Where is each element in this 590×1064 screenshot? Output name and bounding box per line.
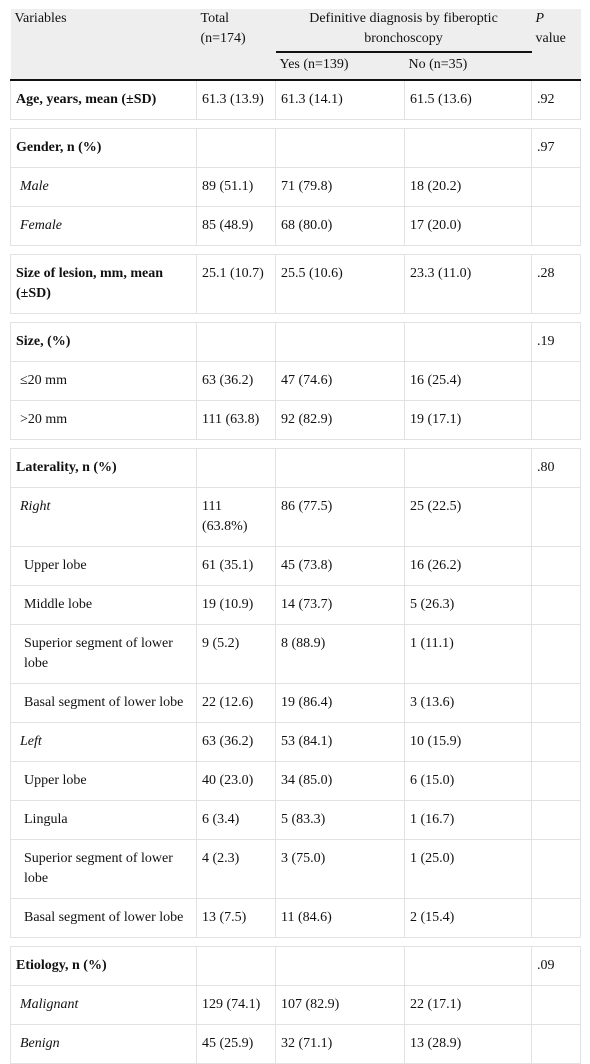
cell-yes: 71 (79.8): [276, 168, 405, 207]
characteristics-table: [10, 9, 581, 1064]
header-diagnosis-group: Definitive diagnosis by fiberoptic bronchoscopy: [276, 9, 532, 52]
row-label-cell: [11, 684, 197, 723]
cell-p: .92: [532, 80, 581, 120]
cell-p: .97: [532, 129, 581, 168]
cell-p: [532, 840, 581, 899]
header-p-value: [532, 9, 581, 80]
cell-p: [532, 684, 581, 723]
header-no: No (n=35): [405, 52, 532, 80]
cell-total: 63 (36.2): [197, 362, 276, 401]
cell-p: [532, 488, 581, 547]
cell-p: [532, 723, 581, 762]
table-row: [11, 255, 581, 314]
cell-no: 6 (15.0): [405, 762, 532, 801]
header-variables: Variables: [11, 9, 197, 80]
spacer-row: [11, 938, 581, 947]
cell-no: 25 (22.5): [405, 488, 532, 547]
cell-p: .19: [532, 323, 581, 362]
table-row: [11, 80, 581, 120]
table-container: [10, 9, 580, 1064]
row-label: Size, (%): [11, 323, 197, 362]
p-italic: P: [535, 11, 545, 26]
table-row: [11, 1025, 581, 1064]
row-label: Basal segment of lower lobe: [24, 695, 184, 710]
cell-total: 13 (7.5): [197, 899, 276, 938]
table-row: [11, 625, 581, 684]
row-label: Upper lobe: [11, 762, 197, 801]
cell-p: [532, 401, 581, 440]
cell-yes: [276, 129, 405, 168]
spacer-row: [11, 440, 581, 449]
cell-total: [197, 129, 276, 168]
cell-p: [532, 207, 581, 246]
cell-no: 17 (20.0): [405, 207, 532, 246]
header-total: Total (n=174): [197, 9, 276, 80]
row-label-cell: [11, 899, 197, 938]
cell-p: [532, 586, 581, 625]
table-row: [11, 723, 581, 762]
cell-yes: [276, 323, 405, 362]
cell-yes: 19 (86.4): [276, 684, 405, 723]
table-row: [11, 488, 581, 547]
cell-total: 45 (25.9): [197, 1025, 276, 1064]
table-row: [11, 449, 581, 488]
row-label: ≤20 mm: [11, 362, 197, 401]
cell-yes: 68 (80.0): [276, 207, 405, 246]
row-label: Size of lesion, mm, mean (±SD): [11, 255, 197, 314]
cell-p: .09: [532, 947, 581, 986]
row-label-cell: [11, 625, 197, 684]
row-label: Superior segment of lower lobe: [24, 636, 173, 671]
cell-p: [532, 1025, 581, 1064]
cell-p: .80: [532, 449, 581, 488]
cell-yes: 32 (71.1): [276, 1025, 405, 1064]
table-row: [11, 840, 581, 899]
cell-total: 40 (23.0): [197, 762, 276, 801]
cell-no: 1 (11.1): [405, 625, 532, 684]
row-label: Malignant: [11, 986, 197, 1025]
cell-yes: 3 (75.0): [276, 840, 405, 899]
cell-no: 3 (13.6): [405, 684, 532, 723]
table-row: [11, 362, 581, 401]
cell-total: 111 (63.8): [197, 401, 276, 440]
cell-total: [197, 449, 276, 488]
table-row: [11, 801, 581, 840]
row-label: >20 mm: [11, 401, 197, 440]
cell-no: [405, 323, 532, 362]
row-label: Superior segment of lower lobe: [24, 851, 173, 886]
cell-yes: [276, 449, 405, 488]
cell-yes: 53 (84.1): [276, 723, 405, 762]
cell-yes: 14 (73.7): [276, 586, 405, 625]
cell-total: [197, 323, 276, 362]
cell-p: .28: [532, 255, 581, 314]
row-label: Age, years, mean (±SD): [11, 80, 197, 120]
cell-yes: 45 (73.8): [276, 547, 405, 586]
cell-total: 61 (35.1): [197, 547, 276, 586]
cell-no: 23.3 (11.0): [405, 255, 532, 314]
row-label: Benign: [11, 1025, 197, 1064]
cell-no: [405, 129, 532, 168]
cell-total: 129 (74.1): [197, 986, 276, 1025]
cell-p: [532, 362, 581, 401]
cell-total: 89 (51.1): [197, 168, 276, 207]
row-label: Male: [11, 168, 197, 207]
table-row: [11, 947, 581, 986]
cell-no: 1 (25.0): [405, 840, 532, 899]
cell-yes: 107 (82.9): [276, 986, 405, 1025]
row-label: Laterality, n (%): [11, 449, 197, 488]
cell-no: [405, 947, 532, 986]
table-row: [11, 323, 581, 362]
cell-no: 22 (17.1): [405, 986, 532, 1025]
row-label-cell: [11, 840, 197, 899]
cell-total: 19 (10.9): [197, 586, 276, 625]
cell-no: 1 (16.7): [405, 801, 532, 840]
row-label: Basal segment of lower lobe: [24, 910, 184, 925]
header-yes: Yes (n=139): [276, 52, 405, 80]
cell-yes: 25.5 (10.6): [276, 255, 405, 314]
row-label: Left: [11, 723, 197, 762]
row-label: Etiology, n (%): [11, 947, 197, 986]
table-header: [11, 9, 581, 80]
cell-total: 85 (48.9): [197, 207, 276, 246]
cell-no: 2 (15.4): [405, 899, 532, 938]
table-row: [11, 899, 581, 938]
spacer-row: [11, 314, 581, 323]
spacer-row: [11, 120, 581, 129]
cell-total: 63 (36.2): [197, 723, 276, 762]
table-row: [11, 762, 581, 801]
cell-total: 111 (63.8%): [197, 488, 276, 547]
cell-p: [532, 899, 581, 938]
cell-no: 61.5 (13.6): [405, 80, 532, 120]
cell-p: [532, 801, 581, 840]
table-row: [11, 129, 581, 168]
cell-no: 16 (26.2): [405, 547, 532, 586]
cell-p: [532, 625, 581, 684]
table-row: [11, 547, 581, 586]
cell-total: 25.1 (10.7): [197, 255, 276, 314]
row-label: Gender, n (%): [11, 129, 197, 168]
table-row: [11, 586, 581, 625]
cell-yes: 11 (84.6): [276, 899, 405, 938]
p-rest: value: [535, 31, 566, 46]
table-row: [11, 684, 581, 723]
cell-no: 16 (25.4): [405, 362, 532, 401]
cell-total: [197, 947, 276, 986]
cell-no: 13 (28.9): [405, 1025, 532, 1064]
spacer-row: [11, 246, 581, 255]
cell-yes: 61.3 (14.1): [276, 80, 405, 120]
cell-no: [405, 449, 532, 488]
cell-yes: 5 (83.3): [276, 801, 405, 840]
cell-total: 9 (5.2): [197, 625, 276, 684]
table-row: [11, 207, 581, 246]
cell-yes: 47 (74.6): [276, 362, 405, 401]
cell-yes: 34 (85.0): [276, 762, 405, 801]
row-label: Middle lobe: [11, 586, 197, 625]
cell-total: 6 (3.4): [197, 801, 276, 840]
cell-yes: 86 (77.5): [276, 488, 405, 547]
cell-yes: 92 (82.9): [276, 401, 405, 440]
cell-yes: [276, 947, 405, 986]
cell-no: 10 (15.9): [405, 723, 532, 762]
cell-p: [532, 547, 581, 586]
row-label: Lingula: [11, 801, 197, 840]
cell-no: 18 (20.2): [405, 168, 532, 207]
table-row: [11, 401, 581, 440]
cell-no: 5 (26.3): [405, 586, 532, 625]
row-label: Female: [11, 207, 197, 246]
cell-yes: 8 (88.9): [276, 625, 405, 684]
row-label: Right: [11, 488, 197, 547]
cell-p: [532, 168, 581, 207]
cell-total: 61.3 (13.9): [197, 80, 276, 120]
table-row: [11, 168, 581, 207]
cell-p: [532, 762, 581, 801]
cell-total: 22 (12.6): [197, 684, 276, 723]
row-label: Upper lobe: [11, 547, 197, 586]
cell-total: 4 (2.3): [197, 840, 276, 899]
table-row: [11, 986, 581, 1025]
cell-no: 19 (17.1): [405, 401, 532, 440]
cell-p: [532, 986, 581, 1025]
